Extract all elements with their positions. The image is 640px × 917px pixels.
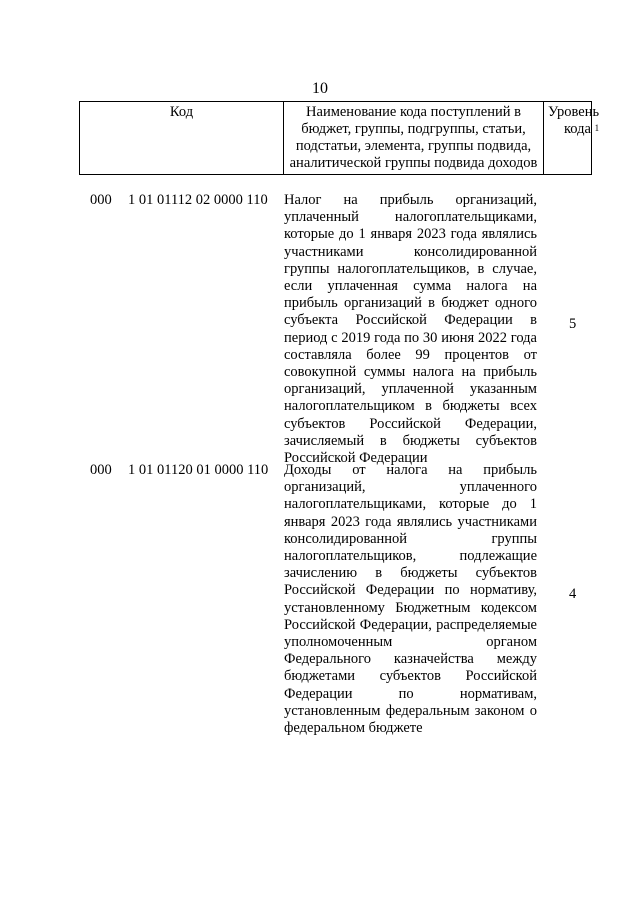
header-level-line2: кода: [563, 121, 591, 137]
code-level: 4: [569, 586, 577, 602]
header-level-cell: [544, 102, 600, 175]
admin-code: 000: [90, 192, 112, 208]
income-name: Доходы от налога на прибыль организаций, уплаченного налогоплательщиками, которые до 1 января 2023 года являлись участниками консолидированной группы налогоплательщиков, подлежащие зачислению в бюджеты субъектов Российской Федерации по нормативу, установленному Бюджетным кодексом Российской Федерации, распределяемые уполномоченным органом Федерального казначейства между бюджетами субъектов Российской Федерации по нормативам, установленным федеральным законом о федеральном бюджете: [284, 462, 537, 737]
code-level: 5: [569, 316, 577, 332]
header-code-cell: Код: [80, 102, 284, 175]
page-number: 10: [312, 80, 328, 97]
header-level-text: [548, 104, 599, 138]
table-header: [79, 101, 600, 175]
kbk-code: 1 01 01120 01 0000 110: [128, 462, 269, 478]
header-level-line1: Уровень: [548, 104, 600, 120]
admin-code: 000: [90, 462, 112, 478]
footnote-marker: 1: [594, 123, 600, 133]
header-name-cell: Наименование кода поступлений в бюджет, группы, подгруппы, статьи, подстатьи, элемента, группы подвида, аналитической группы подвида доходов: [284, 102, 544, 175]
kbk-code: 1 01 01112 02 0000 110: [128, 192, 268, 208]
income-name: Налог на прибыль организаций, уплаченный налогоплательщиками, которые до 1 января 2023 года являлись участниками консолидированной группы налогоплательщиков, в случае, если уплаченная сумма налога на прибыль организаций в бюджет одного субъекта Российской Федерации в период с 2019 года по 30 июня 2022 года составляла более 99 процентов от совокупной суммы налога на прибыль организаций, уплаченной указанным налогоплательщиком в бюджеты всех субъектов Российской Федерации, зачисляемый в бюджеты субъектов Российской Федерации: [284, 192, 537, 467]
